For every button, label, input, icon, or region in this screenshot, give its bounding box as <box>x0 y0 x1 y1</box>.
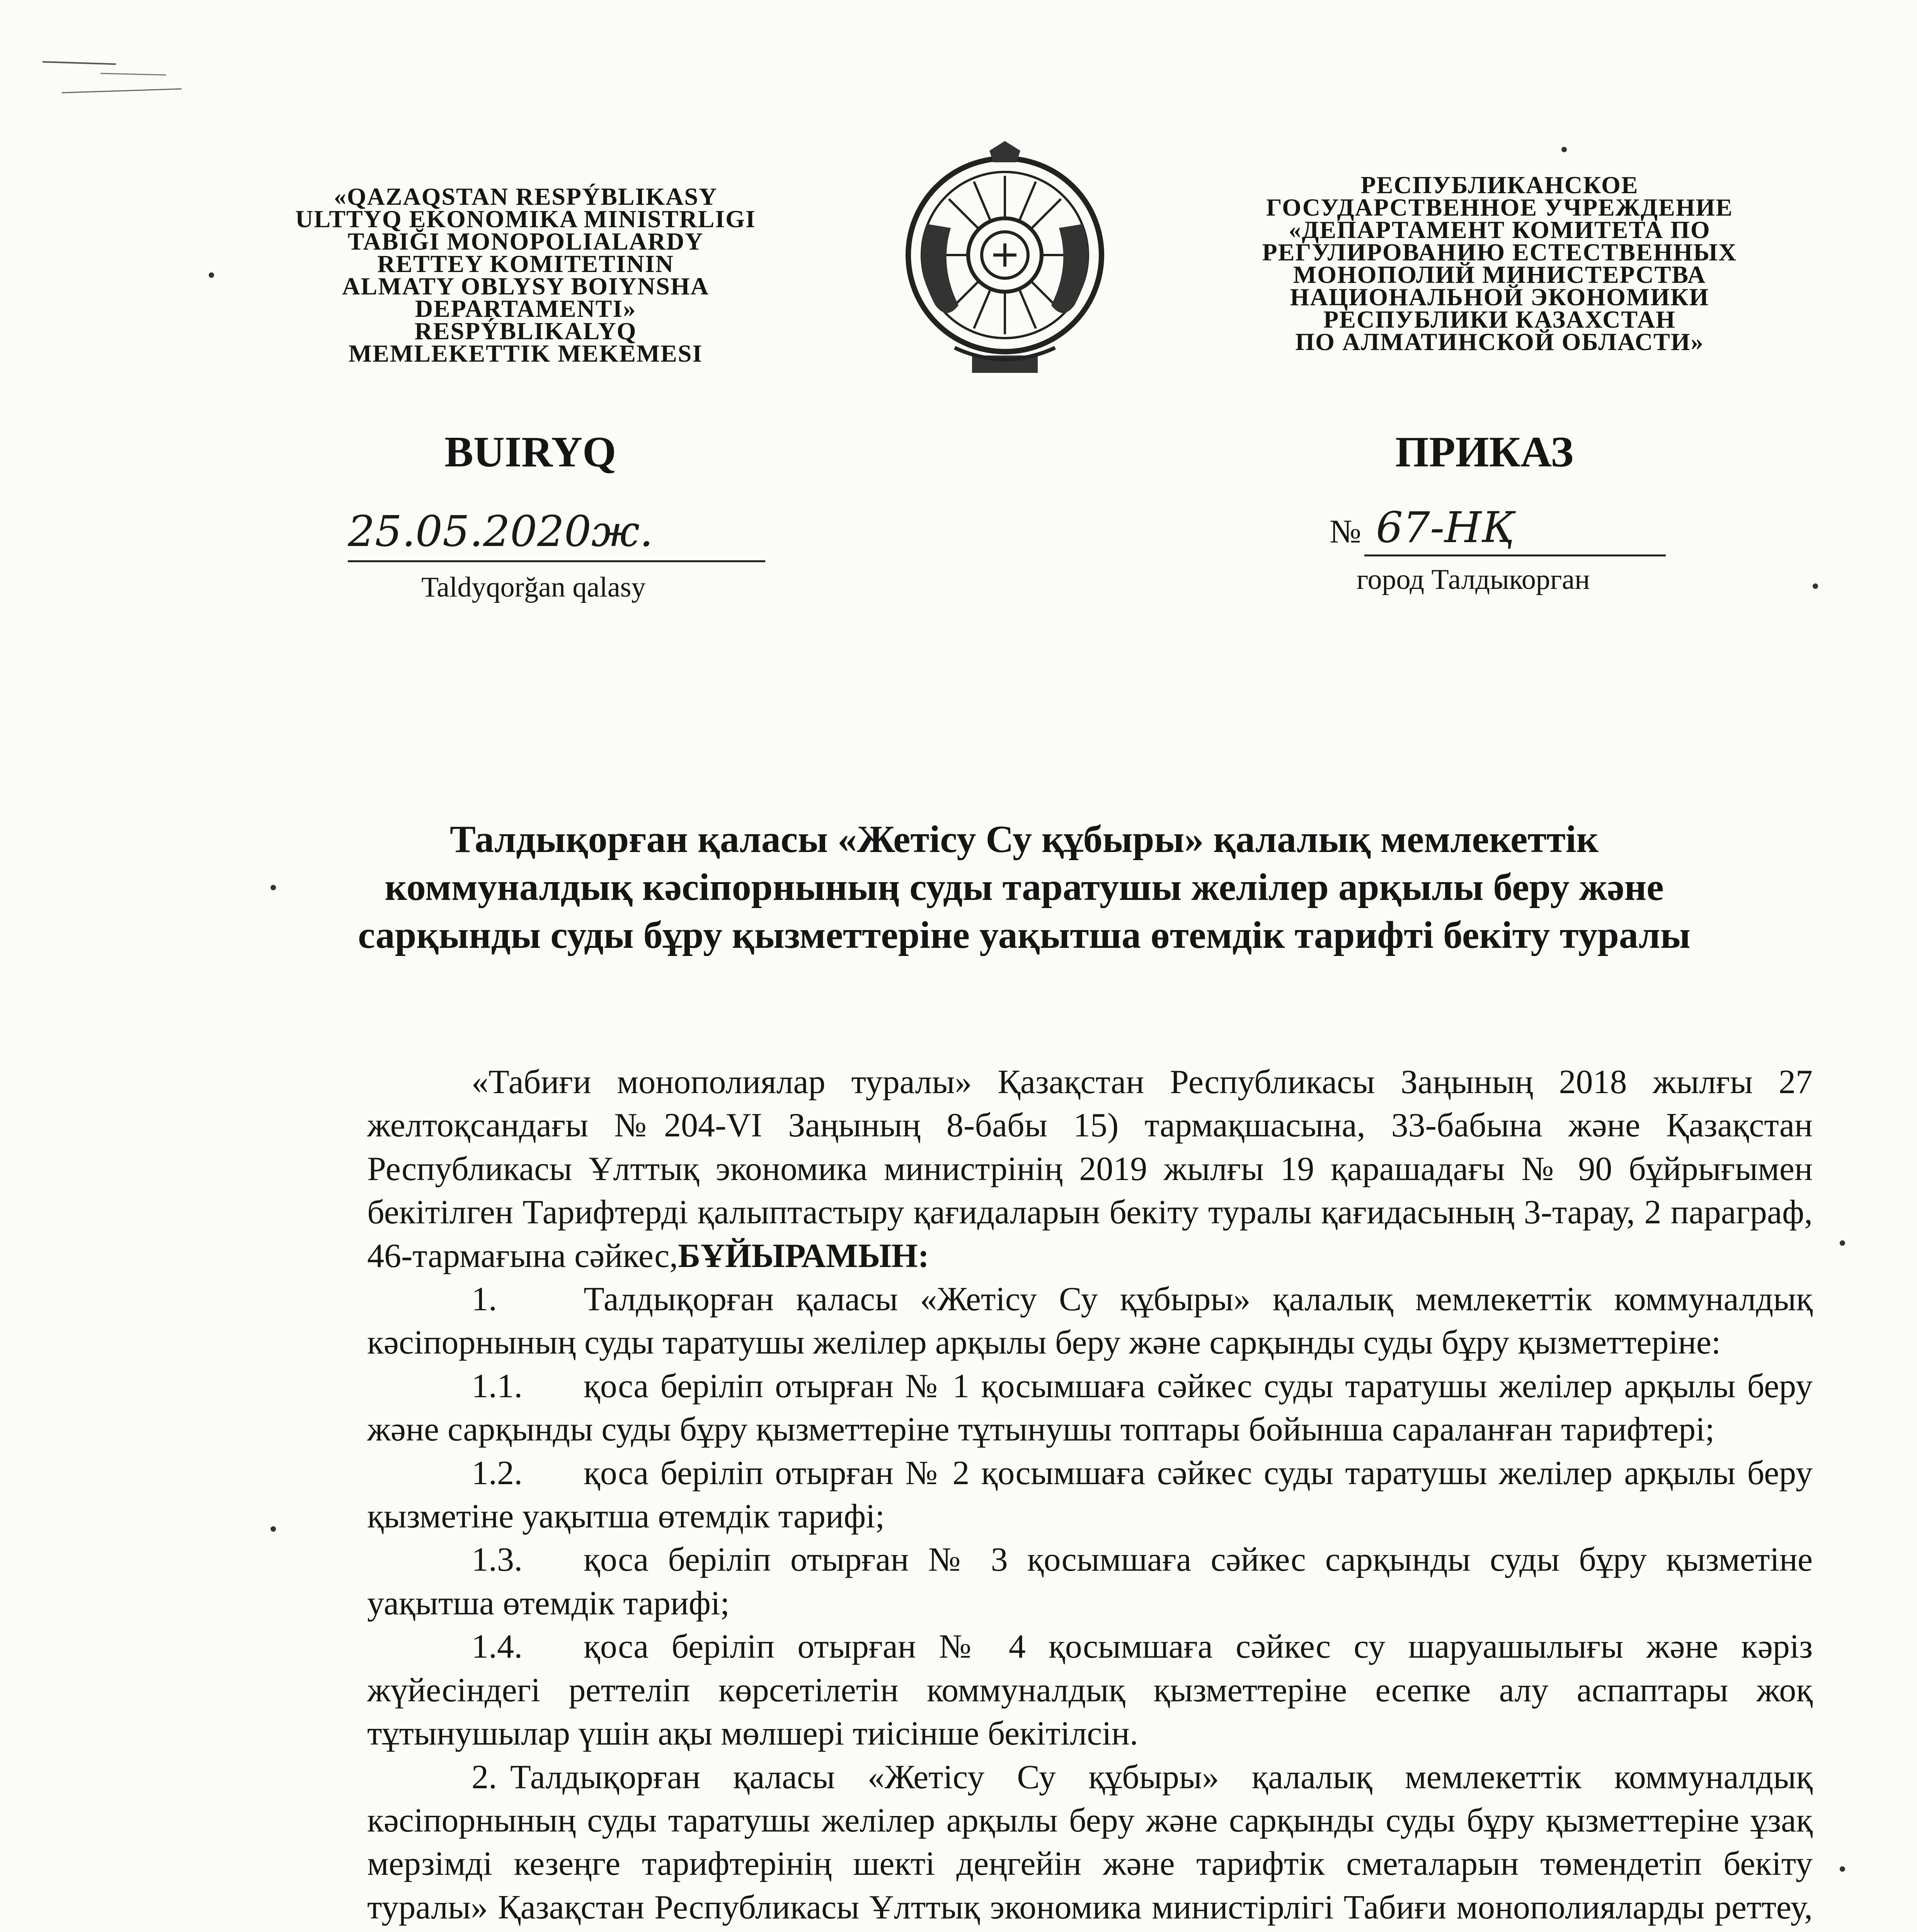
item-text: қоса беріліп отырған № 3 қосымшаға сәйкес сарқынды суды бұру қызметіне уақытша өтемдік тарифі; <box>367 1541 1813 1622</box>
item-text: қоса беріліп отырған № 4 қосымшаға сәйкес су шаруашылығы және кәріз жүйесіндегі реттеліп көрсетілетін коммуналдық қызметтеріне есепке алу аспаптары жоқ тұтынушылар үшін ақы мөлшері тиісінше бекітілсін. <box>367 1628 1813 1753</box>
speck <box>1813 583 1818 589</box>
item-number: 1.4. <box>472 1628 523 1666</box>
scan-marks <box>39 46 186 108</box>
date-underline <box>348 560 765 562</box>
header-left-line: ALMATY OBLYSY BOIYNSHA <box>342 272 709 300</box>
list-item <box>367 1365 1813 1452</box>
date-handwritten: 25.05.2020ж. <box>348 507 653 556</box>
header-right-line: РЕГУЛИРОВАНИЮ ЕСТЕСТВЕННЫХ <box>1262 238 1737 266</box>
speck <box>271 885 276 890</box>
header-left-line: DEPARTAMENTI» <box>415 295 637 322</box>
list-item <box>367 1538 1813 1625</box>
speck <box>271 1526 276 1532</box>
header-right-line: ГОСУДАРСТВЕННОЕ УЧРЕЖДЕНИЕ <box>1266 194 1733 221</box>
header-left-line: RESPÝBLIKALYQ <box>414 317 637 345</box>
doc-type-kz: BUIRYQ <box>444 428 616 476</box>
header-right-line: «ДЕПАРТАМЕНТ КОМИТЕТА ПО <box>1289 216 1711 243</box>
intro-text: «Табиғи монополиялар туралы» Қазақстан Республикасы Заңының 2018 жылғы 27 желтоқсандағы №204-VI Заңының 8-бабы 15) тармақшасына, 33-бабына және Қазақстан Республикасы Ұлттық экономика министрінің 2019 жылғы 19 қарашадағы № 90 бұйрығымен бекітілген Тарифтерді қалыптастыру қағидаларын бекіту туралы қағидасының 3-тарау, 2 параграф, 46-тармағына сәйкес, <box>367 1063 1813 1275</box>
header-left-line: ULTTYQ EKONOMIKA MINISTRLIGI <box>295 205 756 233</box>
city-ru: город Талдыкорган <box>1357 564 1590 595</box>
item-number: 1.2. <box>472 1454 523 1492</box>
item-number: 2. <box>472 1758 497 1796</box>
header-right-line: НАЦИОНАЛЬНОЙ ЭКОНОМИКИ <box>1290 283 1709 311</box>
header-left-line: «QAZAQSTAN RESPÝBLIKASY <box>334 183 718 210</box>
header-left-line: RETTEY KOMITETININ <box>377 250 674 277</box>
document-body <box>367 1061 1813 1932</box>
number-sign: № <box>1330 513 1362 550</box>
item-text: қоса беріліп отырған № 2 қосымшаға сәйкес суды таратушы желілер арқылы беру қызметіне уақытша өтемдік тарифі; <box>367 1454 1813 1536</box>
speck <box>1840 1240 1845 1246</box>
list-item <box>367 1452 1813 1539</box>
header-right-line: ПО АЛМАТИНСКОЙ ОБЛАСТИ» <box>1295 328 1704 355</box>
list-item <box>367 1278 1813 1365</box>
item-text: Талдықорған қаласы «Жетісу Су құбыры» қалалық мемлекеттік коммуналдық кәсіпорнының суды таратушы желілер арқылы беру және сарқынды суды бұру қызметтеріне: <box>367 1281 1813 1362</box>
speck <box>1561 147 1567 152</box>
order-word: БҰЙЫРАМЫН: <box>678 1237 930 1275</box>
document-title: Талдықорған қаласы «Жетісу Су құбыры» қалалық мемлекеттік коммуналдық кәсіпорнының суды таратушы желілер арқылы беру және сарқынды суды бұру қызметтеріне уақытша өтемдік тарифті бекіту туралы <box>358 818 1691 956</box>
list-item <box>367 1756 1813 1932</box>
item-text: Талдықорған қаласы «Жетісу Су құбыры» қалалық мемлекеттік коммуналдық кәсіпорнының суды таратушы желілер арқылы беру және сарқынды суды бұру қызметтеріне ұзақ мерзімді кезеңге тарифтерінің шекті деңгейін және тарифтік сметаларын төмендетіп бекіту туралы» Қазақстан Республикасы Ұлттық экономика министірлігі Табиғи монополияларды реттеу, <box>367 1758 1813 1926</box>
header-right-line: РЕСПУБЛИКАНСКОЕ <box>1360 171 1639 199</box>
state-emblem-icon <box>901 139 1109 383</box>
header-left-line: TABIĞI MONOPOLIALARDY <box>347 228 704 255</box>
number-handwritten: 67-НҚ <box>1376 503 1515 552</box>
speck <box>1840 1866 1845 1872</box>
header-left-institution <box>193 185 858 365</box>
list-item <box>367 1625 1813 1755</box>
item-number: 1. <box>472 1281 497 1318</box>
item-number: 1.3. <box>472 1541 523 1579</box>
intro-paragraph <box>367 1061 1813 1278</box>
doc-type-ru: ПРИКАЗ <box>1395 428 1574 476</box>
item-text: қоса беріліп отырған № 1 қосымшаға сәйкес суды таратушы желілер арқылы беру және сарқынды суды бұру қызметтеріне тұтынушы топтары бойынша сараланған тарифтері; <box>367 1367 1813 1449</box>
city-kz: Taldyqorğan qalasy <box>421 571 646 603</box>
number-underline <box>1364 554 1666 556</box>
item-number: 1.1. <box>472 1367 523 1405</box>
header-right-line: МОНОПОЛИЙ МИНИСТЕРСТВА <box>1293 261 1706 288</box>
header-left-line: MEMLEKETTIK MEKEMESI <box>348 340 703 367</box>
header-right-institution <box>1167 171 1832 355</box>
header-right-line: РЕСПУБЛИКИ КАЗАХСТАН <box>1323 306 1676 333</box>
